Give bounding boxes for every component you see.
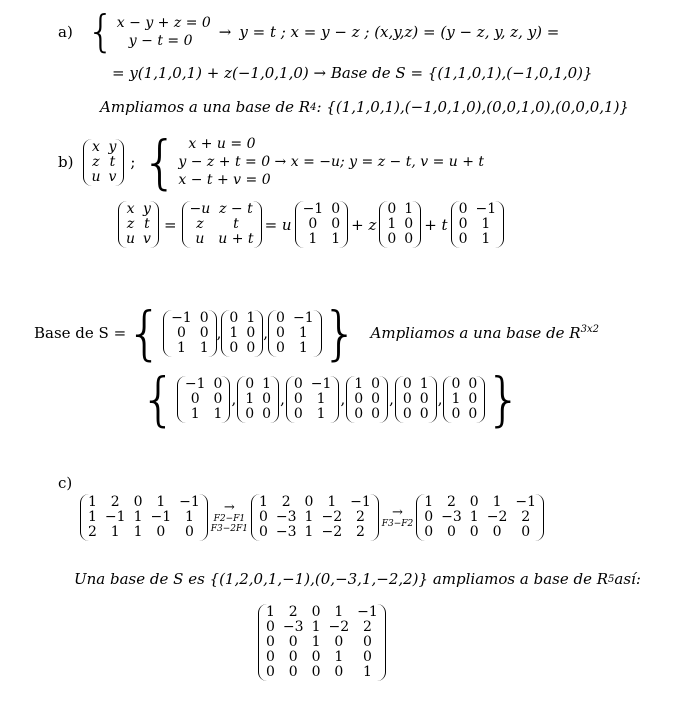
matrix-cell: −2 [321, 509, 343, 525]
matrix-cell: 0 [362, 649, 372, 665]
matrix-cell: 0 [402, 390, 412, 407]
matrix-cell: 0 [199, 324, 209, 341]
matrix-cell: 1 [156, 494, 166, 510]
ext-matrix [346, 376, 388, 423]
matrix-cell: t [109, 153, 116, 170]
matrix-cell: 1 [246, 309, 256, 326]
brace-close: } [485, 365, 523, 433]
matrix-cell: 2 [362, 619, 372, 635]
matrix-cell: 0 [447, 524, 456, 540]
matrix-cell: 0 [458, 216, 468, 232]
arrow: → [218, 23, 232, 41]
matrix-cell: 1 [481, 216, 491, 232]
matrix-cell: 1 [304, 509, 314, 525]
comma: , [437, 390, 443, 408]
part-c-label: c) [58, 474, 73, 492]
matrix-cell: 0 [293, 390, 303, 407]
matrix-cell: −1 [150, 509, 172, 525]
matrix-cell: 0 [266, 619, 275, 635]
op-1 [210, 499, 248, 534]
matrix-cell: 0 [371, 390, 381, 407]
matrix-cell: −1 [292, 309, 314, 326]
part-c-text-pre: Una base de S es {(1,2,0,1,−1),(0,−3,1,−2,2)} ampliamos a base de R [74, 570, 609, 588]
arrow-icon: → [223, 499, 235, 515]
matrix-cell: 0 [262, 405, 272, 422]
matrix-cell: −1 [350, 494, 371, 510]
matrix-cell: x [126, 201, 135, 217]
basis-matrix-3 [268, 310, 322, 357]
matrix-cell: 0 [190, 390, 200, 407]
eq-2: y − t = 0 [128, 33, 193, 49]
matrix-cell: −2 [486, 509, 508, 525]
ext-matrix [177, 376, 231, 423]
matrix-cell: 1 [110, 524, 120, 540]
matrix-cell: 0 [262, 390, 272, 407]
matrix-cell: −2 [328, 619, 350, 635]
arrow-icon: → [392, 504, 403, 520]
part-b-system [178, 135, 484, 189]
matrix-cell: 1 [334, 649, 344, 665]
brace-close: } [321, 299, 359, 367]
matrix-cell: 0 [266, 634, 275, 650]
part-c-text [74, 570, 641, 588]
matrix-cell: 1 [354, 375, 364, 392]
matrix-cell: 0 [311, 664, 321, 680]
matrix-cell: −1 [171, 309, 192, 326]
t-coef: + t [424, 215, 448, 234]
ext-matrix [286, 376, 340, 423]
eq-1: x − y + z = 0 [116, 15, 211, 31]
matrix-cell: 1 [362, 664, 372, 680]
matrix-cell: 0 [468, 375, 478, 392]
matrix-cell: 1 [88, 494, 97, 510]
part-a-label: a) [58, 23, 73, 41]
matrix-cell: 1 [492, 494, 502, 510]
op-2 [381, 504, 414, 529]
matrix-sub [182, 201, 262, 248]
basis-matrix-2 [221, 310, 263, 357]
part-c-text-post: así: [614, 570, 641, 588]
matrix-cell: 0 [387, 231, 397, 247]
matrix-cell: 1 [424, 494, 434, 510]
part-b-basis: Base de S = { −1 0 0 0 1 1 , 0 1 1 0 0 0 , 0 −1 0 1 0 1 } Ampliamos a una base de $R^{3x2}$ [34, 299, 599, 367]
matrix-cell: 0 [521, 524, 531, 540]
matrix-cell: 1 [213, 405, 223, 422]
matrix-cell: 0 [288, 634, 298, 650]
matrix-cell: 1 [88, 509, 97, 525]
matrix-cell: 0 [276, 324, 285, 341]
matrix-cell: 1 [266, 604, 275, 620]
matrix-cell: 0 [492, 524, 502, 540]
matrix-1 [295, 201, 349, 248]
matrix-cell: 0 [246, 339, 256, 356]
matrix-cell: 0 [354, 405, 364, 422]
matrix-cell: 1 [311, 634, 321, 650]
matrix-C [416, 494, 544, 541]
u-coef: = u [264, 215, 292, 234]
matrix-cell: 1 [419, 375, 429, 392]
part-b-line1 [58, 128, 485, 196]
eq-2: y − z + t = 0 → x = −u; y = z − t, v = u + t [178, 154, 485, 170]
matrix-cell: −1 [310, 375, 332, 392]
matrix-cell: 0 [199, 309, 209, 326]
matrix-xyz [83, 139, 124, 186]
matrix-cell: 0 [458, 231, 468, 247]
matrix-cell: 0 [288, 664, 298, 680]
part-c-label-row [58, 474, 72, 492]
matrix-cell: 1 [334, 604, 344, 620]
matrix-cell: 1 [387, 216, 397, 232]
matrix-cell: −1 [179, 494, 200, 510]
basis-matrix-1 [163, 310, 217, 357]
brace: { [141, 128, 179, 196]
matrix-cell: −1 [184, 375, 206, 392]
brace: { [86, 6, 115, 57]
matrix-cell: 1 [304, 524, 314, 540]
matrix-cell: 0 [419, 405, 429, 422]
matrix-cell: 0 [266, 664, 275, 680]
comma: , [340, 390, 346, 408]
matrix-cell: 0 [354, 390, 364, 407]
matrix-cell: 0 [402, 405, 412, 422]
comma: , [231, 390, 237, 408]
matrix-cell: t [144, 216, 150, 232]
matrix-3 [451, 201, 505, 248]
matrix-cell: t [233, 216, 239, 232]
matrix-A [80, 494, 208, 541]
matrix-cell: −3 [275, 524, 297, 540]
matrix-cell: −3 [275, 509, 297, 525]
matrix-B [251, 494, 379, 541]
matrix-cell: 0 [213, 390, 223, 407]
matrix-cell: 0 [402, 375, 412, 392]
matrix-xyz-2 [118, 201, 159, 248]
matrix-cell: 1 [199, 339, 209, 356]
matrix-cell: 0 [419, 390, 429, 407]
matrix-cell: −1 [302, 201, 324, 217]
matrix-cell: u [195, 231, 205, 247]
part-a-line1 [58, 6, 560, 57]
matrix-cell: 0 [133, 494, 143, 510]
matrix-cell: 0 [288, 649, 298, 665]
ext-matrices [177, 376, 485, 423]
matrix-cell: 2 [355, 524, 365, 540]
part-a-line3 [100, 98, 629, 116]
matrix-cell: 1 [298, 324, 308, 341]
matrix-cell: 0 [293, 375, 303, 392]
matrix-cell: 1 [184, 509, 194, 525]
matrix-cell: 1 [258, 494, 268, 510]
comma: , [389, 390, 394, 408]
ext-matrix [395, 376, 437, 423]
matrix-cell: 0 [246, 324, 256, 341]
matrix-cell: 1 [133, 509, 143, 525]
matrix-cell: 1 [327, 494, 337, 510]
matrix-cell: 0 [331, 201, 341, 217]
matrix-cell: 0 [266, 649, 275, 665]
matrix-cell: 0 [362, 634, 372, 650]
part-b-line2 [118, 201, 504, 248]
matrix-cell: 0 [404, 231, 414, 247]
matrix-cell: 1 [311, 619, 321, 635]
matrix-cell: 0 [311, 649, 321, 665]
matrix-cell: z [92, 153, 100, 170]
matrix-cell: 1 [133, 524, 143, 540]
z-coef: + z [351, 215, 377, 234]
matrix-cell: 0 [245, 405, 255, 422]
matrix-cell: −3 [441, 509, 462, 525]
matrix-cell: 1 [229, 324, 239, 341]
matrix-cell: u [91, 168, 101, 185]
matrix-cell: 1 [481, 231, 491, 247]
matrix-cell: 0 [334, 634, 344, 650]
matrix-cell: 0 [156, 524, 166, 540]
part-a-line2 [112, 64, 593, 82]
matrix-cell: 1 [469, 509, 479, 525]
ampl-text [371, 324, 599, 342]
eq-1: x + u = 0 [188, 136, 256, 152]
matrix-cell: 0 [229, 339, 239, 356]
matrix-cell: u [126, 231, 136, 247]
matrix-cell: u + t [218, 231, 254, 247]
brace-open: { [140, 365, 177, 433]
matrix-cell: 0 [469, 494, 479, 510]
ampl-sup: 3x2 [580, 324, 599, 335]
matrix-cell: x [92, 138, 100, 155]
matrix-cell: 2 [281, 494, 291, 510]
part-c-final [258, 604, 386, 681]
part-a-ampl-sup: 4 [310, 101, 317, 113]
matrix-cell: 0 [213, 375, 223, 392]
part-b-label: b) [58, 153, 74, 171]
matrix-cell: −u [189, 201, 211, 217]
brace-open: { [126, 299, 164, 367]
matrix-cell: −1 [515, 494, 536, 510]
matrix-cell: −1 [104, 509, 126, 525]
matrix-cell: 0 [404, 216, 414, 232]
part-c-reduction [80, 494, 544, 541]
op-1b: F3−2F1 [210, 523, 248, 534]
matrix-cell: 0 [308, 216, 318, 232]
matrix-D [258, 604, 386, 681]
matrix-cell: 0 [304, 494, 314, 510]
matrix-cell: 0 [468, 405, 478, 422]
matrix-cell: 1 [298, 339, 308, 356]
equals: = [163, 215, 177, 234]
matrix-cell: −2 [321, 524, 343, 540]
matrix-cell: 0 [276, 309, 285, 326]
part-a-ampl-text: Ampliamos a una base de R [100, 98, 311, 116]
matrix-cell: 1 [176, 339, 186, 356]
matrix-cell: 0 [245, 375, 255, 392]
matrix-cell: 1 [451, 390, 461, 407]
matrix-cell: 1 [262, 375, 272, 392]
matrix-cell: 0 [293, 405, 303, 422]
matrix-cell: 2 [88, 524, 97, 540]
matrix-cell: 0 [276, 339, 285, 356]
ext-matrix [237, 376, 279, 423]
matrix-cell: 0 [424, 524, 434, 540]
op-2a: F3−F2 [381, 518, 414, 529]
matrix-cell: 0 [424, 509, 434, 525]
matrix-cell: 0 [458, 201, 468, 217]
part-a-ampl-basis: : {(1,1,0,1),(−1,0,1,0),(0,0,1,0),(0,0,0,1)} [316, 98, 629, 116]
matrix-cell: v [143, 231, 151, 247]
part-a-solution: y = t ; x = y − z ; (x,y,z) = (y − z, y, z, y) = [239, 23, 560, 41]
matrix-cell: 0 [258, 524, 268, 540]
matrix-cell: v [108, 168, 117, 185]
matrix-cell: y [108, 138, 117, 155]
matrix-cell: 2 [288, 604, 298, 620]
matrix-cell: 0 [469, 524, 479, 540]
matrix-cell: 2 [110, 494, 120, 510]
matrix-cell: 1 [316, 390, 326, 407]
eq-3: x − t + v = 0 [178, 172, 271, 188]
matrix-cell: 2 [447, 494, 456, 510]
matrix-cell: 0 [258, 509, 268, 525]
semicolon: ; [130, 153, 136, 171]
part-c-text-sup: 5 [608, 573, 615, 585]
matrix-cell: 0 [451, 375, 461, 392]
matrix-cell: 0 [176, 324, 186, 341]
part-a-basis: = y(1,1,0,1) + z(−1,0,1,0) → Base de S = {(1,1,0,1),(−1,0,1,0)} [112, 64, 593, 82]
matrix-cell: 0 [468, 390, 478, 407]
matrix-cell: 0 [451, 405, 461, 422]
matrix-cell: 0 [229, 309, 239, 326]
matrix-cell: 1 [404, 201, 414, 217]
matrix-cell: 0 [334, 664, 344, 680]
matrix-cell: 1 [316, 405, 326, 422]
part-a-system [117, 14, 211, 50]
matrix-cell: z [126, 216, 135, 232]
matrix-cell: 0 [371, 405, 381, 422]
matrix-cell: 0 [331, 216, 341, 232]
matrix-cell: 1 [190, 405, 200, 422]
matrix-cell: 0 [371, 375, 381, 392]
matrix-cell: 0 [387, 201, 397, 217]
matrix-cell: −1 [357, 604, 378, 620]
matrix-cell: 2 [521, 509, 531, 525]
matrix-cell: z [196, 216, 204, 232]
ampl-pre: Ampliamos a una base de R [370, 324, 581, 342]
matrix-cell: z − t [219, 201, 253, 217]
matrix-cell: 1 [331, 231, 341, 247]
matrix-cell: 1 [245, 390, 255, 407]
matrix-cell: 0 [184, 524, 194, 540]
base-label: Base de S = [34, 324, 127, 342]
matrix-cell: 0 [311, 604, 321, 620]
comma: , [280, 390, 285, 408]
matrix-cell: 2 [355, 509, 365, 525]
op-1a: F2−F1 [213, 513, 246, 524]
part-b-extended-basis [140, 365, 523, 433]
matrix-cell: −3 [282, 619, 304, 635]
matrix-cell: −1 [475, 201, 497, 217]
matrix-cell: y [143, 201, 151, 217]
matrix-cell: 1 [308, 231, 318, 247]
ext-matrix [443, 376, 485, 423]
matrix-2 [379, 201, 421, 248]
